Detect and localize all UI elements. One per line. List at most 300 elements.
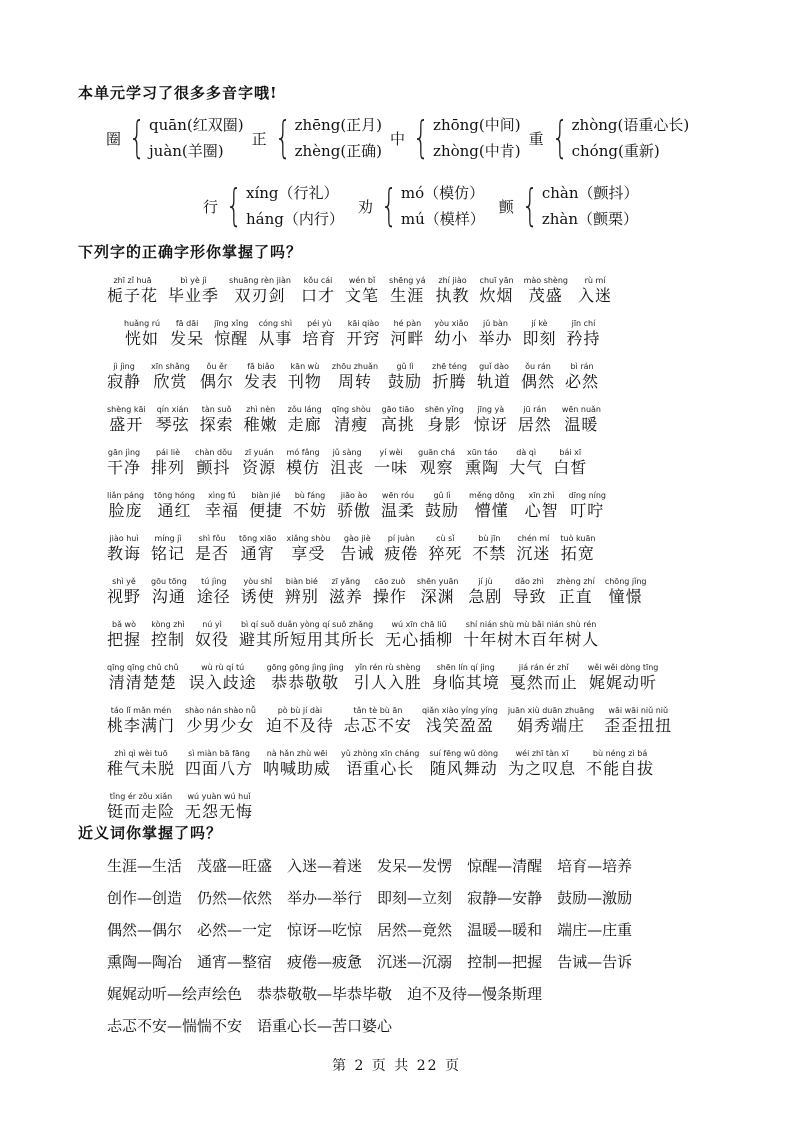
- pinyin: bì qí suǒ duǎn yòng qí suǒ zhǎng: [240, 620, 374, 629]
- chinese-word: 无怨无悔: [185, 802, 254, 821]
- chinese-word: 误入歧途: [188, 673, 257, 692]
- polyphone-group: [499, 180, 639, 232]
- word-item: [258, 319, 292, 349]
- pinyin: pò bù jí dài: [277, 706, 323, 715]
- pinyin: zhì nèn: [246, 405, 276, 414]
- word-item: [288, 362, 322, 392]
- pinyin: qīng qīng chǔ chǔ: [107, 663, 179, 672]
- word-item: [107, 276, 158, 306]
- word-item: [151, 620, 185, 650]
- word-item: [385, 620, 453, 650]
- pinyin: jiāo ào: [340, 491, 368, 500]
- word-item: [288, 405, 322, 435]
- chinese-word: 毕业季: [168, 286, 220, 305]
- pinyin: jīng yà: [477, 405, 505, 414]
- chinese-word: 炊烟: [479, 286, 514, 305]
- polyphone-reading: zhòng(语重心长): [571, 116, 690, 134]
- synonym-pair: 沉迷—沉溺: [377, 953, 453, 971]
- chinese-word: 心智: [524, 501, 559, 520]
- chinese-word: 寂静: [107, 372, 142, 391]
- brace-icon: {: [128, 112, 146, 163]
- synonym-pair: 惊醒—清醒: [467, 857, 543, 875]
- chinese-word: 河畔: [390, 329, 425, 348]
- word-item: [200, 405, 234, 435]
- word-item: [168, 276, 219, 306]
- pinyin: ǒu ěr: [206, 362, 228, 371]
- chinese-word: 茂盛: [528, 286, 563, 305]
- chinese-word: 憧憬: [608, 587, 643, 606]
- word-item: [472, 534, 506, 564]
- chinese-word: 观察: [419, 458, 454, 477]
- pinyin: gōu tōng: [151, 577, 187, 586]
- word-item: [521, 362, 555, 392]
- word-item: [244, 405, 278, 435]
- word-row: [107, 362, 609, 392]
- word-item: [436, 276, 470, 306]
- synonym-pair: 发呆—发愣: [377, 857, 453, 875]
- pinyin: tàn suǒ: [201, 405, 232, 414]
- pinyin: gǔ lì: [396, 362, 414, 371]
- word-row: [107, 620, 609, 650]
- synonym-pair: 培育—培养: [557, 857, 633, 875]
- word-item: [509, 448, 543, 478]
- chinese-word: 视野: [107, 587, 142, 606]
- synonym-row: [107, 1015, 407, 1036]
- pinyin: mào shèng: [523, 276, 569, 285]
- pinyin: shēn yǐng: [424, 405, 464, 414]
- word-item: [474, 405, 508, 435]
- synonym-pair: 恭恭敬敬—毕恭毕敬: [257, 985, 393, 1003]
- word-item: [569, 491, 606, 521]
- chinese-word: 颤抖: [196, 458, 231, 477]
- word-item: [107, 749, 175, 779]
- word-row: [107, 491, 616, 521]
- polyphone-reading: xíng（行礼）: [246, 184, 339, 202]
- word-item: [588, 663, 659, 693]
- chinese-word: 鼓励: [388, 372, 423, 391]
- word-item: [266, 706, 334, 736]
- pinyin: shēn lín qí jìng: [436, 663, 495, 672]
- word-item: [480, 276, 514, 306]
- chinese-word: 导致: [512, 587, 547, 606]
- word-item: [560, 534, 595, 564]
- polyphone-char: 劝: [357, 197, 373, 216]
- pinyin: wú yuàn wú huǐ: [187, 792, 251, 801]
- word-row: [107, 448, 597, 478]
- pinyin: bù fáng: [294, 491, 326, 500]
- polyphone-group: [529, 112, 690, 164]
- word-item: [107, 448, 141, 478]
- chinese-word: 身影: [427, 415, 462, 434]
- word-item: [302, 319, 336, 349]
- pinyin: wú xīn chā liǔ: [391, 620, 447, 629]
- chinese-word: 懵懂: [474, 501, 509, 520]
- pinyin: táo lǐ mǎn mén: [110, 706, 172, 715]
- chinese-word: 干净: [107, 458, 142, 477]
- word-item: [346, 319, 380, 349]
- chinese-word: 把握: [107, 630, 142, 649]
- word-item: [244, 362, 278, 392]
- brace-icon: {: [412, 112, 430, 163]
- pinyin: jū rán: [523, 405, 547, 414]
- synonym-pair: 入迷—着迷: [287, 857, 363, 875]
- pinyin: nà hǎn zhù wēi: [266, 749, 328, 758]
- word-item: [107, 491, 144, 521]
- polyphones-heading: 本单元学习了很多多音字哦!: [78, 84, 278, 102]
- chinese-word: 开窍: [346, 329, 381, 348]
- synonym-pair: 创作—创造: [107, 889, 183, 907]
- synonym-row: [107, 887, 647, 908]
- synonym-pair: 疲倦—疲惫: [287, 953, 363, 971]
- word-item: [508, 749, 576, 779]
- synonym-pair: 忐忑不安—惴惴不安: [107, 1017, 243, 1035]
- chinese-word: 生涯: [390, 286, 425, 305]
- spelling-heading: 下列字的正确字形你掌握了吗？: [78, 243, 303, 261]
- pinyin: guān chá: [418, 448, 456, 457]
- polyphone-reading: mú（模样）: [400, 210, 485, 228]
- chinese-word: 居然: [517, 415, 552, 434]
- chinese-word: 发表: [243, 372, 278, 391]
- word-item: [124, 319, 160, 349]
- pinyin: bái xī: [559, 448, 582, 457]
- chinese-word: 一味: [374, 458, 409, 477]
- pinyin: míng jì: [154, 534, 182, 543]
- chinese-word: 不妨: [292, 501, 327, 520]
- chinese-word: 不禁: [472, 544, 507, 563]
- synonym-row: [107, 983, 557, 1004]
- chinese-word: 大气: [509, 458, 544, 477]
- pinyin: sì miàn bā fāng: [188, 749, 250, 758]
- pinyin: wéi zhī tàn xī: [515, 749, 569, 758]
- pinyin: bì yè jì: [180, 276, 207, 285]
- synonym-row: [107, 855, 647, 876]
- chinese-word: 娓娓动听: [589, 673, 658, 692]
- synonym-row: [107, 919, 647, 940]
- polyphone-reading: zhàn（颤栗）: [541, 210, 638, 228]
- synonyms-heading: 近义词你掌握了吗？: [78, 824, 223, 842]
- chinese-word: 清瘦: [334, 415, 369, 434]
- word-item: [107, 405, 146, 435]
- pinyin: jiá rán ér zhǐ: [518, 663, 569, 672]
- pinyin: jí kè: [531, 319, 548, 328]
- word-item: [107, 792, 175, 822]
- brace-icon: {: [551, 112, 569, 163]
- pinyin: shào nán shào nǚ: [185, 706, 256, 715]
- pinyin: chōng jǐng: [604, 577, 647, 586]
- word-item: [381, 491, 415, 521]
- pinyin: huǎng rú: [124, 319, 161, 328]
- pinyin: bì rán: [570, 362, 594, 371]
- synonym-pair: 惊讶—吃惊: [287, 921, 363, 939]
- word-item: [170, 319, 204, 349]
- polyphone-reading: zhèng(正确): [294, 142, 383, 160]
- word-row: [107, 706, 682, 736]
- word-item: [263, 749, 331, 779]
- synonym-row: [107, 951, 647, 972]
- word-item: [565, 362, 599, 392]
- word-item: [107, 663, 179, 693]
- synonym-pair: 偶然—偶尔: [107, 921, 183, 939]
- pinyin: tǐng ér zǒu xiǎn: [109, 792, 173, 801]
- chinese-word: 走廊: [287, 415, 322, 434]
- chinese-word: 矜持: [566, 329, 601, 348]
- chinese-word: 滋养: [328, 587, 363, 606]
- chinese-word: 入迷: [578, 286, 613, 305]
- pinyin: zī yuán: [244, 448, 274, 457]
- synonym-pair: 语重心长—苦口婆心: [257, 1017, 393, 1035]
- pinyin: bǎ wò: [112, 620, 136, 629]
- word-row: [107, 534, 605, 564]
- word-item: [469, 491, 515, 521]
- pinyin: gān jìng: [107, 448, 141, 457]
- word-item: [242, 448, 276, 478]
- word-item: [512, 577, 546, 607]
- polyphone-reading: zhōng(中间): [433, 116, 521, 134]
- chinese-word: 忐忑不安: [343, 716, 412, 735]
- word-row: [107, 663, 668, 693]
- chinese-word: 辨别: [284, 587, 319, 606]
- word-item: [384, 534, 418, 564]
- chinese-word: 发呆: [170, 329, 205, 348]
- word-item: [185, 792, 253, 822]
- word-row: [107, 749, 664, 779]
- chinese-word: 沟通: [151, 587, 186, 606]
- pinyin: cù sǐ: [436, 534, 455, 543]
- chinese-word: 桃李满门: [107, 716, 176, 735]
- chinese-word: 急剧: [468, 587, 503, 606]
- word-item: [151, 577, 187, 607]
- word-item: [417, 577, 459, 607]
- pinyin: xìng fú: [208, 491, 236, 500]
- polyphone-group: [106, 112, 244, 164]
- polyphone-char: 颤: [498, 197, 514, 216]
- word-item: [465, 448, 499, 478]
- chinese-word: 引人入胜: [353, 673, 422, 692]
- synonym-pair: 茂盛—旺盛: [197, 857, 273, 875]
- chinese-word: 不能自拔: [586, 759, 655, 778]
- pinyin: yòu xiǎo: [434, 319, 469, 328]
- brace-icon: {: [225, 180, 243, 231]
- word-row: [107, 276, 622, 306]
- pinyin: chuī yān: [479, 276, 514, 285]
- pinyin: zhí jiào: [438, 276, 467, 285]
- chinese-word: 拓宽: [560, 544, 595, 563]
- chinese-word: 铤而走险: [107, 802, 176, 821]
- chinese-word: 是否: [195, 544, 230, 563]
- synonym-pair: 温暖—暖和: [467, 921, 543, 939]
- polyphone-reading: juàn(羊圈): [149, 142, 224, 160]
- pinyin: xiǎng shòu: [286, 534, 331, 543]
- pinyin: jiào huì: [109, 534, 139, 543]
- pinyin: zhōu zhuǎn: [331, 362, 379, 371]
- synonym-pair: 仍然—依然: [197, 889, 273, 907]
- word-item: [578, 276, 612, 306]
- word-item: [428, 534, 462, 564]
- word-item: [381, 405, 415, 435]
- chinese-word: 语重心长: [346, 759, 415, 778]
- chinese-word: 白皙: [553, 458, 588, 477]
- chinese-word: 幼小: [434, 329, 469, 348]
- chinese-word: 探索: [199, 415, 234, 434]
- pinyin: shèng kāi: [107, 405, 146, 414]
- word-item: [425, 491, 459, 521]
- pinyin: zhèng zhí: [556, 577, 595, 586]
- word-item: [477, 362, 511, 392]
- chinese-word: 文笔: [345, 286, 380, 305]
- chinese-word: 温暖: [564, 415, 599, 434]
- word-item: [553, 448, 587, 478]
- chinese-word: 身临其境: [431, 673, 500, 692]
- chinese-word: 熏陶: [465, 458, 500, 477]
- chinese-word: 娟秀端庄: [517, 716, 586, 735]
- synonym-pair: 生涯—生活: [107, 857, 183, 875]
- pinyin: wāi wāi niǔ niǔ: [608, 706, 669, 715]
- word-item: [418, 448, 455, 478]
- chinese-word: 深渊: [420, 587, 455, 606]
- word-item: [214, 319, 248, 349]
- word-item: [344, 706, 412, 736]
- word-item: [197, 577, 231, 607]
- word-row: [107, 405, 611, 435]
- pinyin: chén mí: [517, 534, 550, 543]
- polyphone-row-2: [203, 180, 652, 232]
- chinese-word: 猝死: [428, 544, 463, 563]
- chinese-word: 从事: [258, 329, 293, 348]
- word-item: [332, 362, 378, 392]
- page-footer: 第 2 页 共 22 页: [332, 1058, 461, 1074]
- word-item: [293, 491, 327, 521]
- word-item: [249, 491, 283, 521]
- pinyin: qín xián: [156, 405, 189, 414]
- word-item: [478, 319, 512, 349]
- pinyin: shí nián shù mù bǎi nián shù rén: [465, 620, 597, 629]
- word-item: [374, 448, 408, 478]
- chinese-word: 轨道: [476, 372, 511, 391]
- pinyin: qiǎn xiào yíng yíng: [421, 706, 498, 715]
- word-row: [124, 319, 610, 349]
- polyphone-row-1: [106, 112, 697, 164]
- chinese-word: 偶尔: [199, 372, 234, 391]
- synonym-pair: 告诫—告诉: [557, 953, 633, 971]
- pinyin: yòu shǐ: [243, 577, 273, 586]
- pinyin: liǎn páng: [107, 491, 145, 500]
- pinyin: cāo zuò: [374, 577, 406, 586]
- pinyin: kān wù: [290, 362, 320, 371]
- pinyin: suí fēng wǔ dòng: [429, 749, 499, 758]
- pinyin: kǒu cái: [303, 276, 333, 285]
- word-item: [337, 491, 371, 521]
- pinyin: pí juàn: [387, 534, 415, 543]
- word-item: [516, 534, 550, 564]
- chinese-word: 资源: [242, 458, 277, 477]
- pinyin: zǒu láng: [287, 405, 322, 414]
- chinese-word: 告诫: [340, 544, 375, 563]
- word-item: [389, 276, 426, 306]
- word-item: [429, 749, 498, 779]
- pinyin: gōng gōng jìng jìng: [266, 663, 344, 672]
- pinyin: shēng yá: [389, 276, 426, 285]
- synonym-pair: 鼓励—激励: [557, 889, 633, 907]
- pinyin: hé pàn: [393, 319, 422, 328]
- pinyin: dǎo zhì: [514, 577, 544, 586]
- word-item: [332, 405, 371, 435]
- chinese-word: 栀子花: [107, 286, 159, 305]
- chinese-word: 惊讶: [473, 415, 508, 434]
- word-item: [151, 362, 190, 392]
- pinyin: yǔ zhòng xīn cháng: [341, 749, 420, 758]
- word-item: [285, 577, 319, 607]
- chinese-word: 避其所短用其所长: [239, 630, 376, 649]
- chinese-word: 疲倦: [384, 544, 419, 563]
- pinyin: wēn nuǎn: [561, 405, 602, 414]
- word-item: [287, 534, 331, 564]
- pinyin: gào jiè: [343, 534, 371, 543]
- word-item: [518, 405, 552, 435]
- chinese-word: 排列: [151, 458, 186, 477]
- chinese-word: 即刻: [522, 329, 557, 348]
- pinyin: jǔ bàn: [483, 319, 508, 328]
- synonym-pair: 控制—把握: [467, 953, 543, 971]
- word-item: [388, 362, 422, 392]
- word-item: [562, 405, 601, 435]
- pinyin: wēn róu: [381, 491, 415, 500]
- polyphone-char: 重: [528, 129, 544, 148]
- chinese-word: 双刃剑: [234, 286, 286, 305]
- chinese-word: 教诲: [107, 544, 142, 563]
- word-item: [510, 663, 578, 693]
- word-item: [195, 620, 229, 650]
- word-item: [390, 319, 424, 349]
- pinyin: chàn dǒu: [195, 448, 233, 457]
- synonym-pair: 举办—举行: [287, 889, 363, 907]
- polyphone-reading: zhēng(正月): [294, 116, 383, 134]
- chinese-word: 无心插柳: [385, 630, 454, 649]
- word-item: [107, 362, 141, 392]
- pinyin: zhī zǐ huā: [113, 276, 152, 285]
- brace-icon: {: [274, 112, 292, 163]
- word-item: [185, 749, 253, 779]
- word-item: [345, 276, 379, 306]
- chinese-word: 随风舞动: [429, 759, 498, 778]
- pinyin: xūn táo: [467, 448, 498, 457]
- pinyin: biàn jié: [251, 491, 281, 500]
- chinese-word: 戛然而止: [509, 673, 578, 692]
- chinese-word: 少男少女: [186, 716, 255, 735]
- word-item: [154, 491, 195, 521]
- pinyin: yǐn rén rù shèng: [354, 663, 421, 672]
- pinyin: zhē téng: [432, 362, 467, 371]
- pinyin: pái liè: [155, 448, 181, 457]
- chinese-word: 控制: [151, 630, 186, 649]
- chinese-word: 叮咛: [570, 501, 605, 520]
- word-item: [522, 319, 556, 349]
- chinese-word: 必然: [565, 372, 600, 391]
- word-item: [422, 706, 498, 736]
- word-item: [354, 663, 422, 693]
- pinyin: jīng xǐng: [214, 319, 249, 328]
- brace-icon: {: [380, 180, 398, 231]
- pinyin: fā biǎo: [247, 362, 275, 371]
- word-item: [200, 362, 234, 392]
- synonym-pair: 端庄—庄重: [557, 921, 633, 939]
- chinese-word: 恭恭敬敬: [271, 673, 340, 692]
- word-item: [107, 706, 175, 736]
- chinese-word: 迫不及待: [265, 716, 334, 735]
- chinese-word: 诱使: [240, 587, 275, 606]
- chinese-word: 便捷: [248, 501, 283, 520]
- pinyin: mó fǎng: [286, 448, 320, 457]
- word-item: [340, 534, 374, 564]
